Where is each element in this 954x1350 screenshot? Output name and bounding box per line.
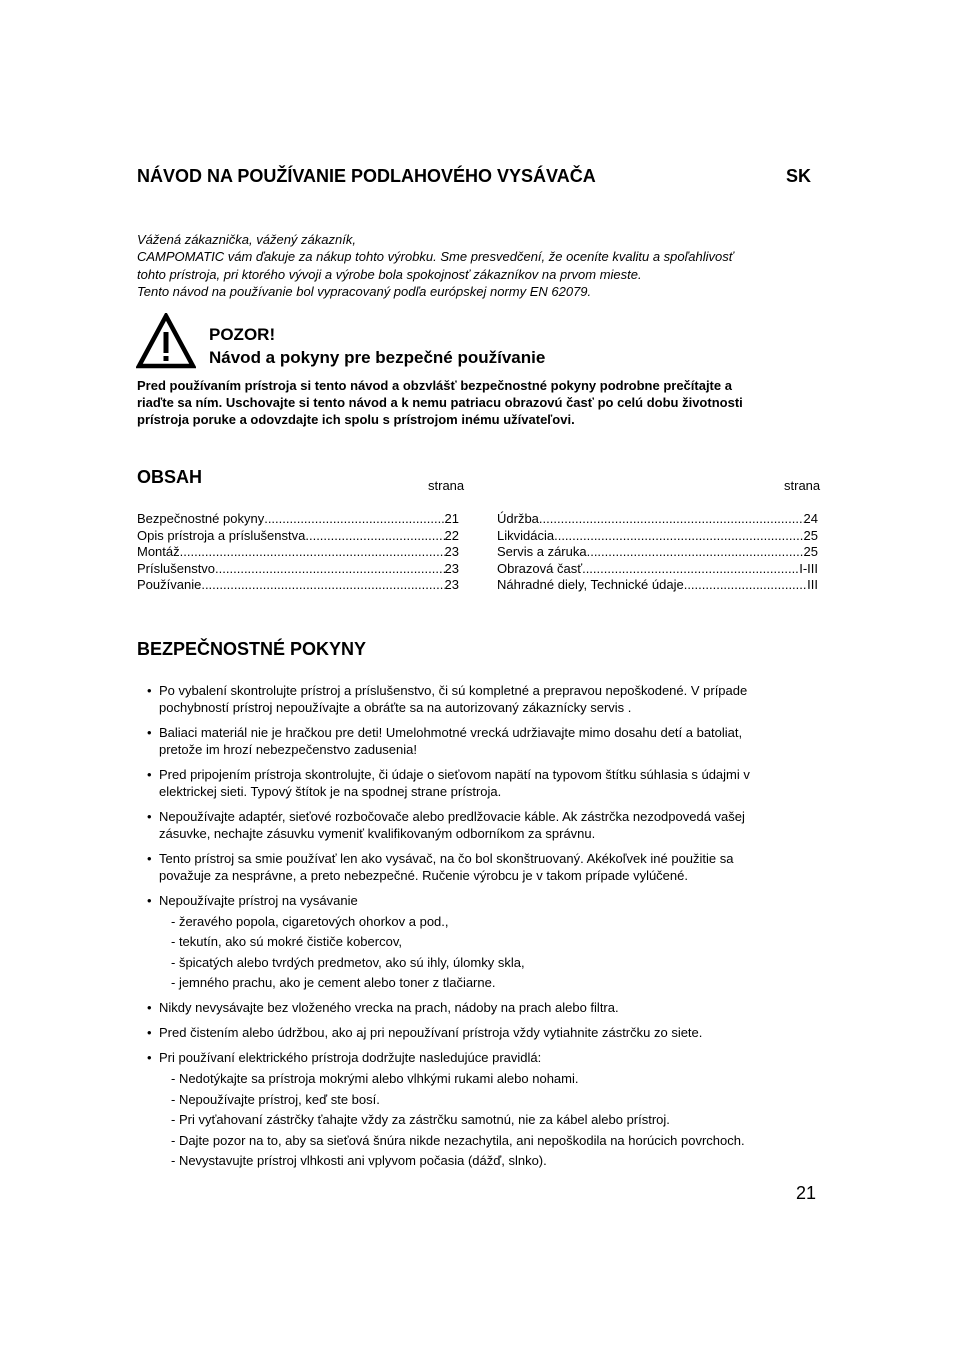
sub-item: - Nevystavujte prístroj vlhkosti ani vplyvom počasia (dážď, slnko). <box>171 1153 547 1169</box>
toc-title: OBSAH <box>137 467 203 487</box>
bullet-line: Nepoužívajte adaptér, sieťové rozbočovače alebo predlžovacie káble. Ak zástrčka nezodpovedá vašej <box>159 809 745 824</box>
bullet-line: považuje za nesprávne, a preto nebezpečné. Ručenie výrobcu je v takom prípade vylúčené. <box>159 868 688 883</box>
toc-entry-label: Montáž <box>137 544 180 560</box>
safety-bullet <box>147 808 827 842</box>
toc-leader <box>215 561 444 578</box>
toc-entry <box>137 561 459 578</box>
warning-text <box>137 377 827 428</box>
toc-entry <box>497 511 818 528</box>
toc-entry-label: Náhradné diely, Technické údaje <box>497 577 684 593</box>
safety-bullet <box>147 682 827 716</box>
bullet-line: Pred čistením alebo údržbou, ako aj pri nepoužívaní prístroja vždy vytiahnite zástrčku zo siete. <box>159 1025 703 1041</box>
bullet-dot: • <box>147 683 152 698</box>
bullet-dot: • <box>147 1000 152 1016</box>
intro-line: CAMPOMATIC vám ďakuje za nákup tohto výrobku. Sme presvedčení, že oceníte kvalitu a spoľahlivosť <box>137 249 734 265</box>
warning-triangle-icon <box>136 313 196 369</box>
bullet-dot: • <box>147 809 152 824</box>
bullet-dot: • <box>147 851 152 866</box>
bullet-line: zásuvke, nechajte zásuvku vymeniť kvalifikovaným odborníkom za správnu. <box>159 826 596 841</box>
toc-entry-label: Obrazová časť <box>497 560 583 576</box>
warning-line: prístroja poruke a odovzdajte ich spolu s prístrojom inému užívateľovi. <box>137 412 575 427</box>
bullet-line: Baliaci materiál nie je hračkou pre deti! Umelohmotné vrecká udržiavajte mimo dosahu detí a batoliat, <box>159 725 743 740</box>
sub-item: - Nedotýkajte sa prístroja mokrými alebo vlhkými rukami alebo nohami. <box>171 1070 579 1086</box>
toc-entry-label: Údržba <box>497 511 539 526</box>
toc-entry-page: 23 <box>444 560 459 576</box>
bullet-line: Nikdy nevysávajte bez vloženého vrecka na prach, nádoby na prach alebo filtra. <box>159 1000 619 1016</box>
intro-line: tohto prístroja, pri ktorého vývoji a výrobe bola spokojnosť zákazníkov na prvom mieste. <box>137 266 642 282</box>
toc-leader <box>305 528 444 545</box>
safety-bullet <box>147 1049 827 1169</box>
bullet-line: Pri používaní elektrického prístroja dodržujte nasledujúce pravidlá: <box>159 1050 542 1066</box>
toc-entry <box>497 561 818 578</box>
toc-entry <box>497 544 818 561</box>
toc-entry <box>137 577 459 594</box>
document-title: NÁVOD NA POUŽÍVANIE PODLAHOVÉHO VYSÁVAČA <box>137 166 596 186</box>
toc-entry-label: Opis prístroja a príslušenstva <box>137 527 306 543</box>
toc-entry-page: 21 <box>444 511 459 526</box>
toc-left-column <box>137 511 459 594</box>
sub-item: - žeravého popola, cigaretových ohorkov a pod., <box>171 913 449 929</box>
bullet-line: Tento prístroj sa smie používať len ako vysávač, na čo bol skonštruovaný. Akékoľvek iné použitie sa <box>159 851 734 866</box>
toc-leader <box>201 577 444 594</box>
toc-page-label-right: strana <box>784 478 821 493</box>
toc-entry <box>497 577 818 594</box>
intro-line: Tento návod na používanie bol vypracovaný podľa európskej normy EN 62079. <box>137 283 592 299</box>
safety-bullet <box>147 724 827 758</box>
toc-page-label-left: strana <box>428 478 465 493</box>
page-number: 21 <box>796 1183 817 1203</box>
toc-entry <box>137 528 459 545</box>
toc-entry-page: 23 <box>444 577 459 593</box>
toc-entry-page: 25 <box>803 527 818 543</box>
language-code: SK <box>786 166 812 186</box>
bullet-line: Po vybalení skontrolujte prístroj a príslušenstvo, či sú kompletné a prepravou nepoškodené. V prípade <box>159 683 748 698</box>
toc-leader <box>582 561 799 578</box>
intro-line: Vážená zákaznička, vážený zákazník, <box>137 232 356 247</box>
bullet-dot: • <box>147 767 152 782</box>
sub-item: - jemného prachu, ako je cement alebo toner z tlačiarne. <box>171 975 496 991</box>
bullet-dot: • <box>147 1050 152 1066</box>
warning-line: riaďte sa ním. Uschovajte si tento návod a k nemu patriacu obrazovú časť po celú dobu životnosti <box>137 395 743 410</box>
toc-leader <box>587 544 804 561</box>
safety-section-title: BEZPEČNOSTNÉ POKYNY <box>137 639 367 659</box>
toc-entry <box>137 511 459 528</box>
toc-entry-page: 22 <box>444 527 459 543</box>
sub-item: - Dajte pozor na to, aby sa sieťová šnúra nikde nezachytila, ani nepoškodila na horúcich povrchoch. <box>171 1132 745 1148</box>
toc-entry <box>497 528 818 545</box>
warning-heading-caution: POZOR! <box>209 325 276 344</box>
sub-item: - tekutín, ako sú mokré čističe kobercov, <box>171 934 402 950</box>
toc-leader <box>539 511 804 528</box>
safety-bullet <box>147 766 827 800</box>
toc-entry-page: III <box>807 577 818 593</box>
toc-entry-label: Bezpečnostné pokyny <box>137 511 265 526</box>
sub-item: - Nepoužívajte prístroj, keď ste bosí. <box>171 1091 380 1107</box>
toc-entry-label: Príslušenstvo <box>137 560 216 576</box>
toc-entry-page: 23 <box>444 544 459 560</box>
toc-leader <box>554 528 803 545</box>
bullet-line: elektrickej sieti. Typový štítok je na spodnej strane prístroja. <box>159 784 502 799</box>
toc-right-column <box>497 511 818 594</box>
toc-entry-page: 24 <box>803 511 818 526</box>
bullet-dot: • <box>147 725 152 740</box>
toc-leader <box>684 577 807 594</box>
safety-bullet <box>147 892 827 991</box>
toc-leader <box>264 511 444 528</box>
safety-bullet <box>147 999 827 1016</box>
bullet-line: pochybností prístroj nepoužívajte a obráťte sa na autorizovaný zákaznícky servis . <box>159 700 632 715</box>
toc-entry-label: Používanie <box>137 577 202 593</box>
sub-item: - Pri vyťahovaní zástrčky ťahajte vždy za zástrčku samotnú, nie za kábel alebo prístroj. <box>171 1112 670 1128</box>
toc-leader <box>180 544 445 561</box>
warning-heading <box>209 323 545 369</box>
safety-bullet <box>147 1024 827 1041</box>
safety-bullet-list <box>147 682 827 1177</box>
warning-heading-subtitle: Návod a pokyny pre bezpečné používanie <box>209 348 546 367</box>
intro-paragraph <box>137 231 817 300</box>
safety-bullet <box>147 850 827 884</box>
toc-entry <box>137 544 459 561</box>
bullet-line: Nepoužívajte prístroj na vysávanie <box>159 893 358 908</box>
toc-entry-label: Servis a záruka <box>497 544 587 560</box>
toc-entry-label: Likvidácia <box>497 527 555 543</box>
toc-entry-page: I-III <box>799 560 818 576</box>
warning-line: Pred používaním prístroja si tento návod a obzvlášť bezpečnostné pokyny podrobne prečítajte a <box>137 378 732 393</box>
bullet-dot: • <box>147 893 152 908</box>
bullet-line: Pred pripojením prístroja skontrolujte, či údaje o sieťovom napätí na typovom štítku súhlasia s údajmi v <box>159 767 750 782</box>
bullet-line: pretože im hrozí nebezpečenstvo zadusenia! <box>159 742 417 757</box>
bullet-dot: • <box>147 1025 152 1041</box>
toc-entry-page: 25 <box>803 544 818 560</box>
sub-item: - špicatých alebo tvrdých predmetov, ako sú ihly, úlomky skla, <box>171 954 525 970</box>
